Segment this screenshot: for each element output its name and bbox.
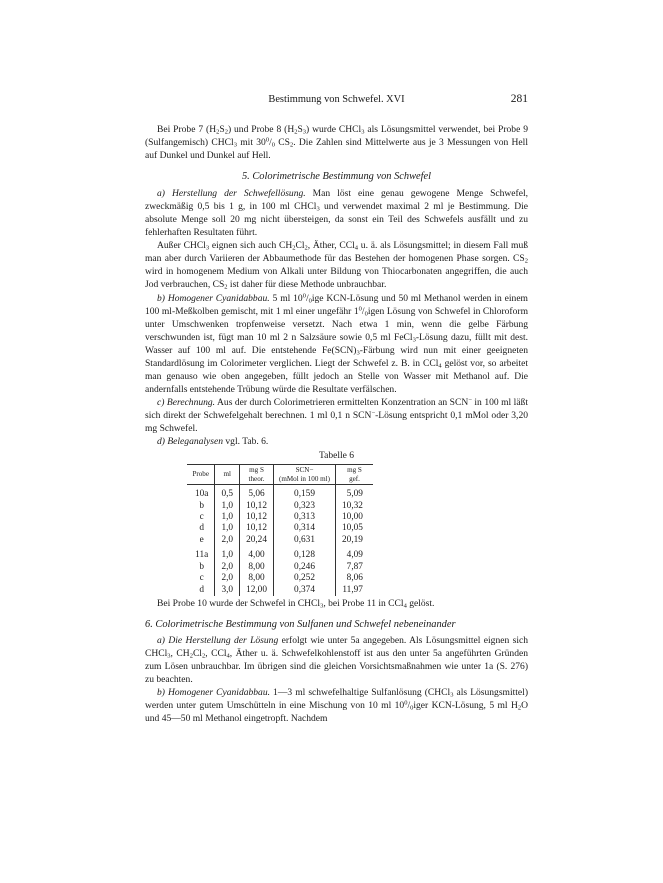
section-5d-paragraph: d) Beleganalysen vgl. Tab. 6. xyxy=(157,436,269,448)
table-row: b 2,0 8,00 0,246 7,87 xyxy=(187,562,373,573)
intro-paragraph: Bei Probe 7 $(H_2S_2)$ und Probe 8 $(H_2S_3)$ wurde CHCl$_3$ als Lösungsmittel verwendet, bei Probe 9 (Sulfangemisch) CHCl$_3$ mit $30^0/_0$ $CS_2$. Die Zahlen sind Mittelwerte aus je 3 Messungen von Hell auf Dunkel und Dunkel auf Hell. xyxy=(145,124,529,162)
section-5a-solvents-paragraph: Außer CHCl$_3$ eignen sich auch $CH_2Cl_2$, Äther, CCl$_4$ u. ä. als Lösungsmittel; in diesem Fall muß man aber durch Variieren der Abbaumethode für das Bestehen der homogenen Phase sorgen. $CS_2$ wird in homogenem Medium von Alkali unter Bildung von Thiocarbonaten angegriffen, die auch Jod verbrauchen, $CS_2$ ist daher für diese Methode unbrauchbar. xyxy=(145,240,528,291)
table-6-note: Bei Probe 10 wurde der Schwefel in CHCl$_3$, bei Probe 11 in CCl$_4$ gelöst. xyxy=(157,597,435,610)
section-6-heading: 6. Colorimetrische Bestimmung von Sulfanen und Schwefel nebeneinander xyxy=(145,618,456,630)
running-head xyxy=(145,94,528,110)
running-title: Bestimmung von Schwefel. XVI xyxy=(268,94,405,105)
section-5a-paragraph: a) Herstellung der Schwefellösung. Man löst eine genau gewogene Menge Schwefel, zweckmäßig 0,5 bis 1 g, in 100 ml CHCl$_3$ und verwendet maximal 2 ml je Bestimmung. Die absolute Menge soll 20 mg nicht übersteigen, da sonst ein Teil des Schwefels ausfällt und zu fehlerhaften Resultaten führt. xyxy=(145,188,528,239)
table-6-caption: Tabelle 6 xyxy=(318,450,355,462)
section-5b-paragraph: b) Homogener Cyanidabbau. 5 ml $10^0/_0ige$ KCN-Lösung und 50 ml Methanol werden in einem 100 ml-Meßkolben gemischt, mit 1 ml einer ungefähr $1^0/_0igen$ Lösung von Schwefel in Chloroform unter Umschwenken tropfenweise versetzt. Nach etwa 1 min, wenn die gelbe Färbung verschwunden ist, fügt man 10 ml 2 n Salzsäure sowie 0,5 ml FeCl$_3$-Lösung dazu, füllt mit dest. Wasser auf 100 ml auf. Die entstehende $Fe(SCN)_3$-Färbung wird nun mit einer geeigneten Standardlösung im Colorimeter verglichen. Liegt der Schwefel z. B. in CCl$_4$ gelöst vor, so arbeitet man genauso wie oben angegeben, füllt jedoch an Stelle von Wasser mit Methanol auf. Die andernfalls entstehende Trübung würde die Resultate verfälschen. xyxy=(145,292,528,395)
col-header-ml: ml xyxy=(215,465,240,485)
table-row: c 1,0 10,12 0,313 10,00 xyxy=(187,512,373,523)
table-row: 11a 1,0 4,00 0,128 4,09 xyxy=(187,546,373,561)
section-5c-paragraph: c) Berechnung. Aus der durch Colorimetrieren ermittelten Konzentration an SCN− in 100 ml läßt sich direkt der Schwefelgehalt berechnen. 1 ml 0,1 n SCN−-Lösung entspricht 0,1 mMol oder 3,20 mg Schwefel. xyxy=(145,396,528,434)
table-row: d 1,0 10,12 0,314 10,05 xyxy=(187,523,373,534)
table-row: b 1,0 10,12 0,323 10,32 xyxy=(187,501,373,512)
section-5-heading: 5. Colorimetrische Bestimmung von Schwefel xyxy=(241,171,432,183)
section-6b-paragraph: b) Homogener Cyanidabbau. 1—3 ml schwefelhaltige Sulfanlösung (CHCl$_3$ als Lösungsmittel) werden unter gutem Umschütteln in eine Mischung von 10 ml $10^0/_0iger$ KCN-Lösung, 5 ml $H_2O$ und 45—50 ml Methanol eingetropft. Nachdem xyxy=(145,687,528,725)
table-row: c 2,0 8,00 0,252 8,06 xyxy=(187,573,373,584)
col-header-scn: SCN− (mMol in 100 ml) xyxy=(273,465,335,485)
table-row: 10a 0,5 5,06 0,159 5,09 xyxy=(187,485,373,501)
col-header-probe: Probe xyxy=(187,465,215,485)
col-header-mg-s-theor: mg S theor. xyxy=(240,465,274,485)
section-6a-paragraph: a) Die Herstellung der Lösung erfolgt wie unter 5a angegeben. Als Lösungsmittel eignen sich CHCl$_3$, $CH_2Cl_2$, CCl$_4$, Äther u. ä. Schwefelkohlenstoff ist aus den unter 5a angeführten Gründen zum Lösen unbrauchbar. Im übrigen sind die gleichen Vorsichtsmaßnahmen wie unter 1a (S. 276) zu beachten. xyxy=(145,634,528,686)
page xyxy=(145,94,528,725)
table-6 xyxy=(187,464,373,596)
table-row: d 3,0 12,00 0,374 11,97 xyxy=(187,585,373,596)
col-header-mg-s-gef: mg S gef. xyxy=(336,465,373,485)
table-row: e 2,0 20,24 0,631 20,19 xyxy=(187,535,373,546)
page-number: 281 xyxy=(510,93,528,105)
